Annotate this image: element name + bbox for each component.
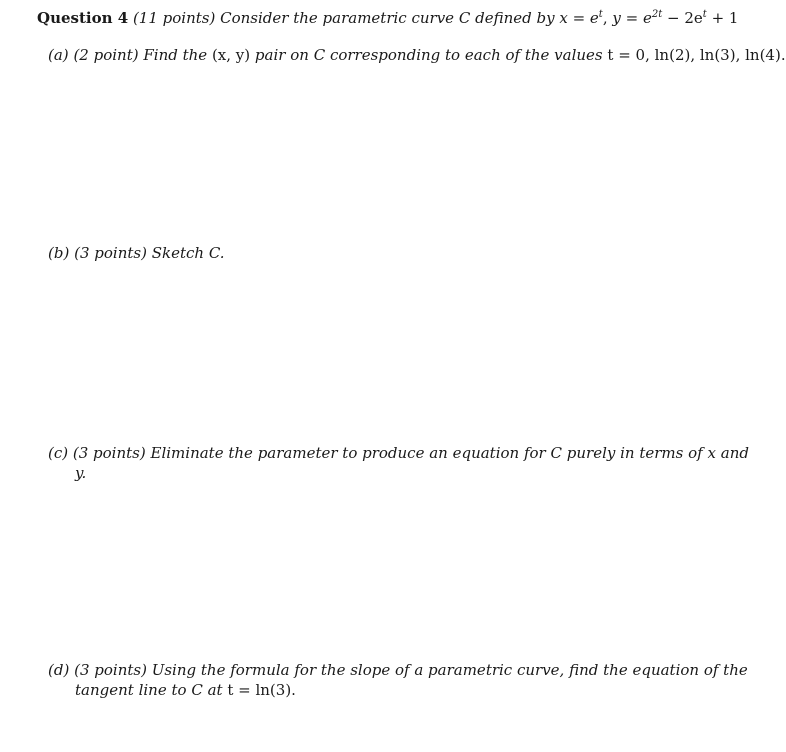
part-c-text: Eliminate the parameter to produce an equation for — [150, 444, 546, 462]
question-label: Question 4 — [37, 9, 129, 27]
part-b-points: (3 points) — [74, 244, 147, 262]
part-c-and: and — [720, 444, 749, 462]
var-y: y. — [75, 464, 87, 482]
question-points: (11 points) — [132, 9, 216, 27]
part-a — [48, 45, 786, 65]
part-a-points: (2 point) — [73, 46, 139, 64]
var-x: x — [707, 444, 716, 462]
question-prompt-mid: defined by — [475, 9, 555, 27]
part-d-continued — [75, 680, 296, 700]
part-d-points: (3 points) — [74, 661, 147, 679]
part-b — [48, 243, 225, 263]
part-a-text-mid: pair on — [254, 46, 309, 64]
curve-symbol: C — [313, 46, 326, 64]
curve-symbol: C. — [208, 244, 225, 262]
part-c-continued — [75, 463, 86, 483]
part-c-label: (c) — [48, 444, 69, 462]
part-a-label: (a) — [48, 46, 69, 64]
part-b-label: (b) — [48, 244, 70, 262]
part-d-at: at — [207, 681, 223, 699]
t-value: t = ln(3). — [227, 681, 296, 699]
t-values: t = 0, ln(2), ln(3), ln(4). — [607, 46, 786, 64]
part-c-text-post: purely in terms of — [566, 444, 703, 462]
part-d-label: (d) — [48, 661, 70, 679]
curve-symbol: C — [550, 444, 562, 462]
question-prompt: Consider the parametric curve — [220, 9, 455, 27]
part-c — [48, 443, 749, 463]
question-header — [37, 8, 738, 28]
part-d-text-2: tangent line to — [75, 681, 187, 699]
y-equation: $y = e^{2t} - 2e^t + 1$ — [612, 9, 739, 27]
part-b-text: Sketch — [151, 244, 205, 262]
part-c-points: (3 points) — [72, 444, 146, 462]
part-d — [48, 660, 748, 680]
curve-symbol: C — [458, 9, 471, 27]
part-a-text: Find the — [143, 46, 208, 64]
xy-pair: (x, y) — [211, 46, 251, 64]
part-d-text: Using the formula for the slope of a parametric curve, find the equation of the — [151, 661, 748, 679]
x-equation: $x = e^t$ — [559, 9, 603, 27]
equation-separator: , — [602, 9, 608, 27]
part-a-text-post: corresponding to each of the values — [329, 46, 603, 64]
curve-symbol: C — [191, 681, 203, 699]
